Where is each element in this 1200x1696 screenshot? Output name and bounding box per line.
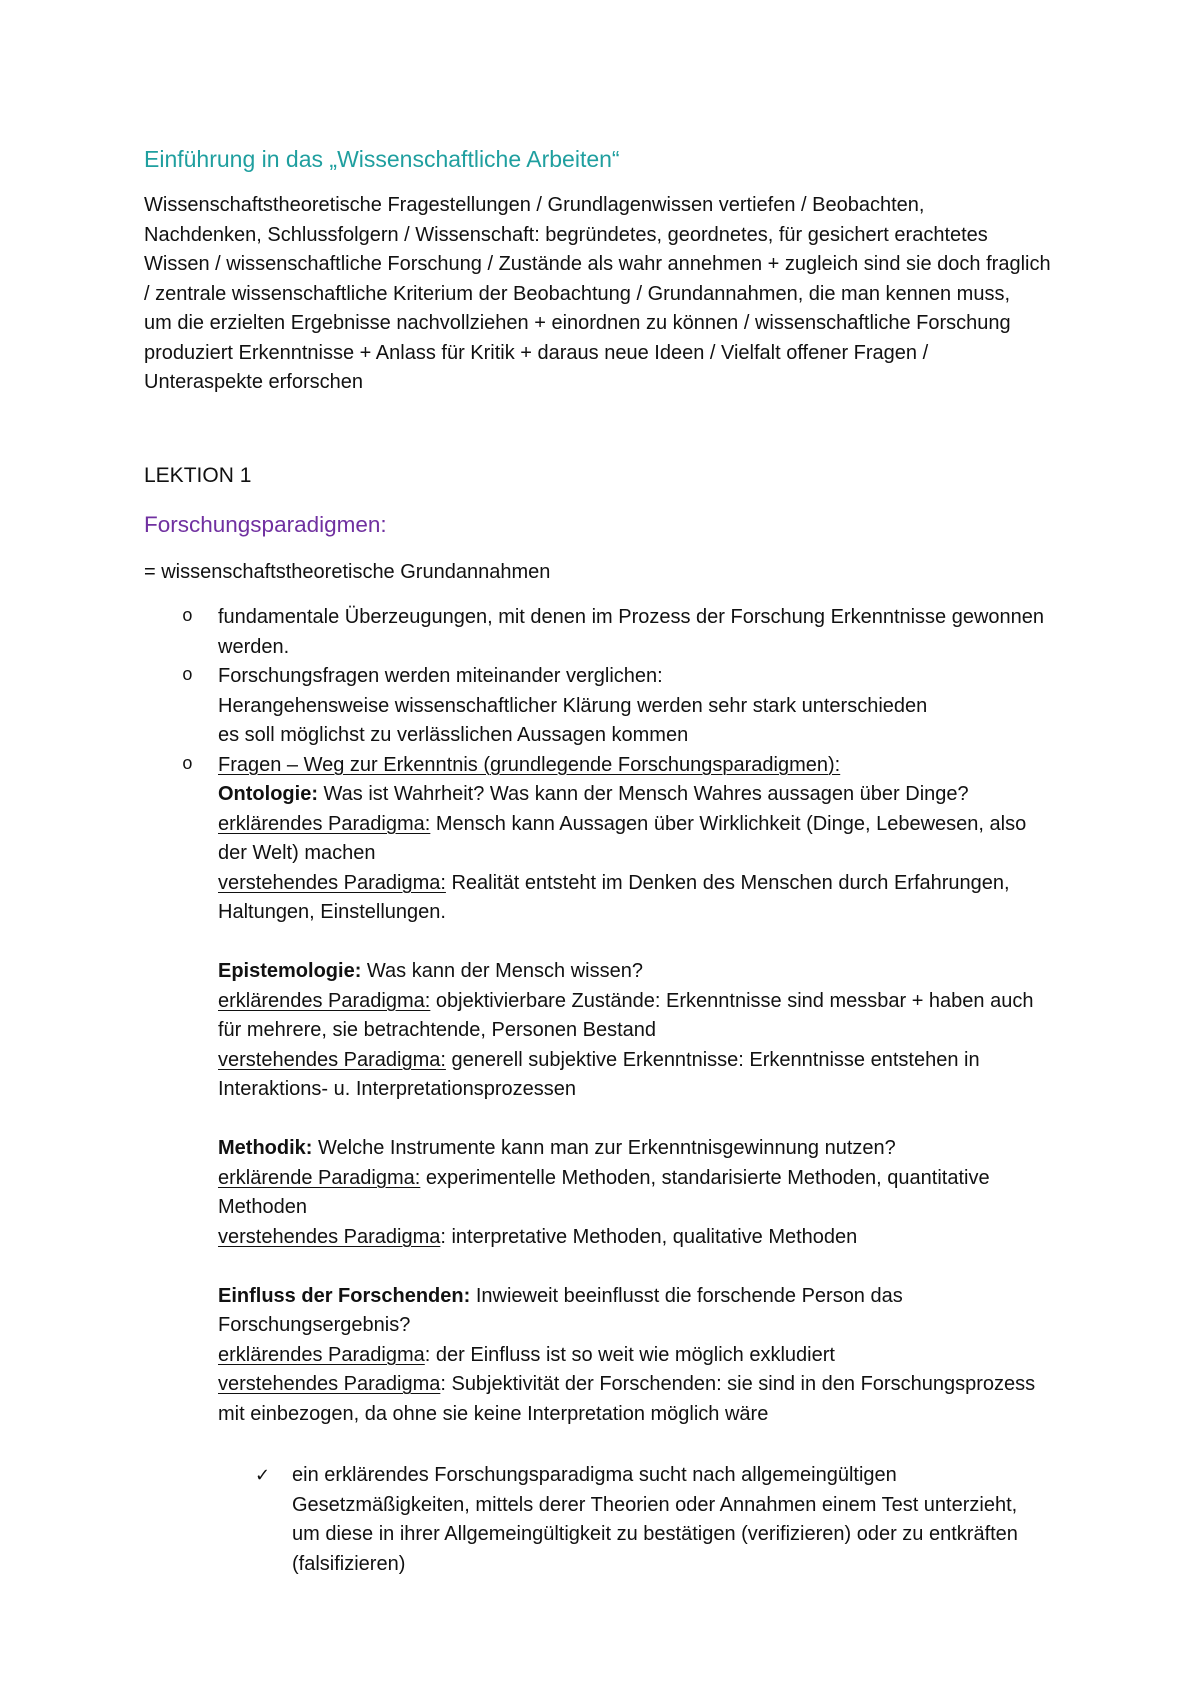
paradigm-question-block	[218, 1282, 1064, 1430]
checklist-line: ein erklärendes Forschungsparadigma sucht nach allgemeingültigen	[292, 1464, 897, 1486]
paradigm-text: : interpretative Methoden, qualitative Methoden	[440, 1225, 858, 1248]
paradigm-text-continued: Methoden	[218, 1196, 307, 1218]
paradigm-text: Mensch kann Aussagen über Wirklichkeit (Dinge, Lebewesen, also	[430, 812, 1027, 835]
document-body	[144, 0, 1064, 1579]
paradigm-text: generell subjektive Erkenntnisse: Erkenntnisse entstehen in	[445, 1048, 980, 1071]
bullet-marker: o	[182, 607, 193, 627]
section-heading: Forschungsparadigmen:	[144, 511, 387, 537]
question-line	[218, 957, 1064, 987]
understanding-paradigm-label: verstehendes Paradigma:	[218, 1048, 446, 1071]
understanding-paradigm-line	[218, 1370, 1064, 1400]
intro-paragraph	[144, 191, 1064, 398]
paradigm-text: Realität entsteht im Denken des Menschen durch Erfahrungen,	[445, 871, 1010, 894]
explaining-paradigm-line	[218, 1341, 1064, 1371]
understanding-paradigm-label: verstehendes Paradigma:	[218, 871, 446, 894]
question-text: Was ist Wahrheit? Was kann der Mensch Wahres aussagen über Dinge?	[317, 783, 969, 805]
explaining-paradigm-line	[218, 1164, 1064, 1194]
paradigm-text: objektivierbare Zustände: Erkenntnisse sind messbar + haben auch	[430, 989, 1034, 1012]
list-item	[144, 751, 1064, 1430]
document-title: Einführung in das „Wissenschaftliche Arbeiten“	[144, 146, 620, 172]
question-text: Welche Instrumente kann man zur Erkenntnisgewinnung nutzen?	[312, 1137, 896, 1159]
bullet-marker: o	[182, 754, 193, 775]
understanding-paradigm-line	[218, 869, 1064, 899]
check-icon	[255, 1461, 270, 1491]
paradigm-text: experimentelle Methoden, standarisierte Methoden, quantitative	[420, 1166, 990, 1189]
understanding-paradigm-label: verstehendes Paradigma	[218, 1225, 441, 1248]
paradigm-text-continued: Haltungen, Einstellungen.	[218, 901, 446, 923]
intro-line: um die erzielten Ergebnisse nachvollziehen + einordnen zu können / wissenschaftliche Forschung	[144, 312, 1011, 334]
list-item	[144, 603, 1064, 662]
list-item-line: Herangehensweise wissenschaftlicher Klärung werden sehr stark unterschieden	[218, 694, 928, 717]
list-item-line: fundamentale Überzeugungen, mit denen im Prozess der Forschung Erkenntnisse gewonnen	[218, 606, 1045, 628]
question-term: Methodik:	[218, 1137, 313, 1159]
paradigm-question-block	[218, 1134, 1064, 1252]
question-term: Ontologie:	[218, 783, 318, 805]
question-line	[218, 1282, 1064, 1312]
paradigm-text-continued: Interaktions- u. Interpretationsprozessen	[218, 1078, 576, 1100]
question-line	[218, 1134, 1064, 1164]
list-item-line: Forschungsfragen werden miteinander verglichen:	[218, 665, 663, 687]
intro-line: Wissenschaftstheoretische Fragestellungen / Grundlagenwissen vertiefen / Beobachten,	[144, 194, 925, 216]
understanding-paradigm-label: verstehendes Paradigma	[218, 1373, 441, 1395]
question-term: Epistemologie:	[218, 960, 362, 982]
paradigm-text: : der Einfluss ist so weit wie möglich exkludiert	[424, 1343, 835, 1366]
question-text: Was kann der Mensch wissen?	[361, 960, 643, 982]
explaining-paradigm-line	[218, 987, 1064, 1017]
checklist-line: um diese in ihrer Allgemeingültigkeit zu bestätigen (verifizieren) oder zu entkräften	[292, 1523, 1018, 1545]
paradigm-text-continued: für mehrere, sie betrachtende, Personen Bestand	[218, 1019, 657, 1041]
explaining-paradigm-label: erklärendes Paradigma:	[218, 812, 431, 835]
intro-line: Wissen / wissenschaftliche Forschung / Zustände als wahr annehmen + zugleich sind sie doch fraglich	[144, 253, 1051, 275]
checklist-line: (falsifizieren)	[292, 1552, 406, 1575]
explaining-paradigm-label: erklärendes Paradigma	[218, 1343, 425, 1366]
question-line	[218, 780, 1064, 810]
list-item-line: werden.	[218, 635, 290, 658]
intro-line: Nachdenken, Schlussfolgern / Wissenschaft: begründetes, geordnetes, für gesichert erachtetes	[144, 223, 988, 246]
checklist-item	[144, 1461, 1064, 1579]
understanding-paradigm-line	[218, 1046, 1064, 1076]
paradigm-text-continued: der Welt) machen	[218, 842, 376, 864]
explaining-paradigm-label: erklärendes Paradigma:	[218, 989, 431, 1012]
explaining-paradigm-line	[218, 810, 1064, 840]
paradigm-question-block	[218, 957, 1064, 1105]
intro-line: produziert Erkenntnisse + Anlass für Kritik + daraus neue Ideen / Vielfalt offener Fragen /	[144, 341, 929, 364]
list-item-line: es soll möglichst zu verlässlichen Aussagen kommen	[218, 724, 689, 746]
bullet-list	[144, 603, 1064, 1429]
list-item	[144, 662, 1064, 751]
paradigm-text: : Subjektivität der Forschenden: sie sind in den Forschungsprozess	[440, 1373, 1036, 1395]
question-text-continued: Forschungsergebnis?	[218, 1314, 411, 1336]
understanding-paradigm-line	[218, 1223, 1064, 1253]
definition-line: = wissenschaftstheoretische Grundannahmen	[144, 560, 551, 583]
paradigm-text-continued: mit einbezogen, da ohne sie keine Interpretation möglich wäre	[218, 1402, 769, 1425]
lesson-heading: LEKTION 1	[144, 463, 252, 487]
intro-line: Unteraspekte erforschen	[144, 371, 364, 393]
intro-line: / zentrale wissenschaftliche Kriterium der Beobachtung / Grundannahmen, die man kennen muss,	[144, 282, 1011, 305]
explaining-paradigm-label: erklärende Paradigma:	[218, 1166, 421, 1189]
question-term: Einfluss der Forschenden:	[218, 1284, 471, 1307]
paradigm-question-block	[218, 780, 1064, 928]
list-item-heading: Fragen – Weg zur Erkenntnis (grundlegende Forschungsparadigmen):	[218, 753, 841, 776]
question-text: Inwieweit beeinflusst die forschende Person das	[470, 1284, 903, 1307]
checklist-line: Gesetzmäßigkeiten, mittels derer Theorien oder Annahmen einem Test unterzieht,	[292, 1493, 1018, 1516]
bullet-marker: o	[182, 666, 193, 686]
